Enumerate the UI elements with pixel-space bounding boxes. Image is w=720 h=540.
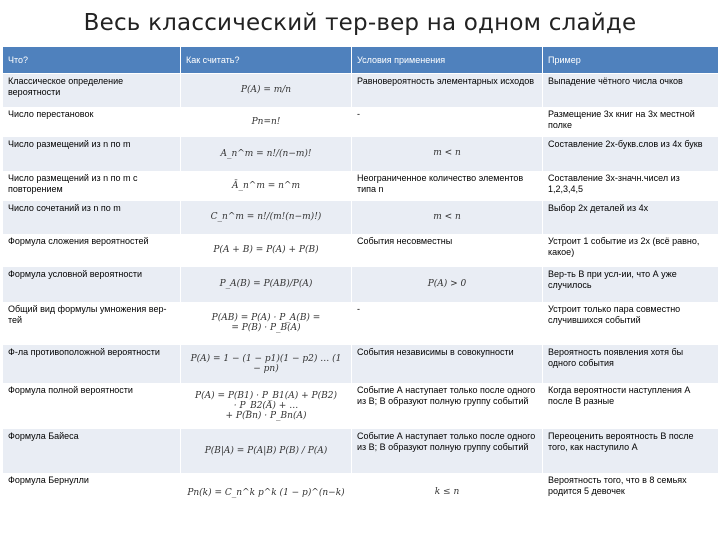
- row-example: Когда вероятности наступления А после В разные: [543, 383, 719, 429]
- formula-line: + P(Bn) · P_Bn(A): [225, 410, 307, 421]
- header-example: Пример: [543, 47, 719, 74]
- row-formula: [181, 345, 352, 383]
- formula-line: Pn=n!: [251, 116, 281, 127]
- formula-line: C_n^m = n!/(m!(n−m)!): [210, 212, 322, 222]
- row-formula: [181, 473, 352, 513]
- formula-line: Ā_n^m = n^m: [231, 180, 300, 191]
- row-formula: [181, 302, 352, 345]
- formula-line: A_n^m = n!/(n−m)!: [220, 148, 312, 159]
- row-formula: [181, 267, 352, 302]
- row-what: Число перестановок: [3, 107, 181, 137]
- row-formula: [181, 383, 352, 429]
- row-what: Формула сложения вероятностей: [3, 234, 181, 267]
- table-row: [3, 171, 719, 201]
- row-example: Выпадение чётного числа очков: [543, 74, 719, 107]
- formula-line: − pn): [253, 363, 279, 374]
- formula-line: P(A) = 1 − (1 − p1)(1 − p2) … (1: [190, 353, 342, 364]
- row-condition: m < n: [352, 201, 543, 234]
- header-how: Как считать?: [181, 47, 352, 74]
- row-example: Устроит 1 событие из 2х (всё равно, какое): [543, 234, 719, 267]
- row-condition: Равновероятность элементарных исходов: [352, 74, 543, 107]
- table-row: [3, 201, 719, 234]
- row-what: Число размещений из n по m: [3, 137, 181, 171]
- row-condition: Неограниченное количество элементов типа n: [352, 171, 543, 201]
- row-formula: [181, 429, 352, 473]
- row-condition: События несовместны: [352, 234, 543, 267]
- formula-line: P(A) = P(B1) · P_B1(A) + P(B2): [195, 390, 337, 401]
- table-row: [3, 137, 719, 171]
- slide-title: Весь классический тер-вер на одном слайде: [83, 10, 637, 36]
- row-what: Общий вид формулы умножения вер-тей: [3, 302, 181, 345]
- formula-line: = P(B) · P_B(A): [231, 323, 301, 333]
- row-example: Размещение 3х книг на 3х местной полке: [543, 107, 719, 137]
- formula-line: P(A) = m/n: [240, 85, 292, 96]
- row-what: Число сочетаний из n по m: [3, 201, 181, 234]
- row-condition: P(A) > 0: [352, 267, 543, 302]
- row-condition: События независимы в совокупности: [352, 345, 543, 383]
- row-formula: [181, 137, 352, 171]
- formula-line: P(B|A) = P(A|B) P(B) / P(A): [204, 445, 328, 456]
- row-what: Формула Бернулли: [3, 473, 181, 513]
- table-row: [3, 74, 719, 107]
- header-conditions: Условия применения: [352, 47, 543, 74]
- table-row: [3, 234, 719, 267]
- row-formula: [181, 171, 352, 201]
- row-condition: Событие А наступает только после одного из В; В образуют полную группу событий: [352, 383, 543, 429]
- table-row: [3, 107, 719, 137]
- formula-line: P(A + B) = P(A) + P(B): [213, 245, 319, 255]
- row-example: Составление 2х-букв.слов из 4х букв: [543, 137, 719, 171]
- row-formula: [181, 234, 352, 267]
- row-what: Формула условной вероятности: [3, 267, 181, 302]
- formula-line: · P_B2(A) + …: [233, 400, 299, 411]
- formula-line: P(AB) = P(A) · P_A(B) =: [211, 313, 321, 323]
- row-formula: [181, 201, 352, 234]
- row-condition: -: [352, 302, 543, 345]
- table-row: [3, 345, 719, 383]
- formula-line: Pn(k) = C_n^k p^k (1 − p)^(n−k): [187, 487, 345, 498]
- row-what: Классическое определение вероятности: [3, 74, 181, 107]
- table-row: [3, 429, 719, 473]
- table-row: [3, 383, 719, 429]
- table-row: [3, 473, 719, 513]
- row-example: Составление 3х-значн.чисел из 1,2,3,4,5: [543, 171, 719, 201]
- row-what: Формула Байеса: [3, 429, 181, 473]
- row-what: Формула полной вероятности: [3, 383, 181, 429]
- row-example: Вер-ть В при усл-ии, что А уже случилось: [543, 267, 719, 302]
- probability-table: [2, 46, 719, 513]
- table-row: [3, 302, 719, 345]
- row-example: Переоценить вероятность В после того, как наступило А: [543, 429, 719, 473]
- row-formula: [181, 107, 352, 137]
- row-formula: [181, 74, 352, 107]
- row-condition: Событие А наступает только после одного из В; В образуют полную группу событий: [352, 429, 543, 473]
- row-example: Выбор 2х деталей из 4х: [543, 201, 719, 234]
- row-what: Ф-ла противоположной вероятности: [3, 345, 181, 383]
- table-row: [3, 267, 719, 302]
- row-condition: m < n: [352, 137, 543, 171]
- header-row: [3, 47, 719, 74]
- row-example: Вероятность появления хотя бы одного события: [543, 345, 719, 383]
- row-example: Вероятность того, что в 8 семьях родится 5 девочек: [543, 473, 719, 513]
- row-what: Число размещений из n по m с повторением: [3, 171, 181, 201]
- row-condition: k ≤ n: [352, 473, 543, 513]
- header-what: Что?: [3, 47, 181, 74]
- row-example: Устроит только пара совместно случившихся событий: [543, 302, 719, 345]
- formula-line: P_A(B) = P(AB)/P(A): [219, 279, 313, 289]
- row-condition: -: [352, 107, 543, 137]
